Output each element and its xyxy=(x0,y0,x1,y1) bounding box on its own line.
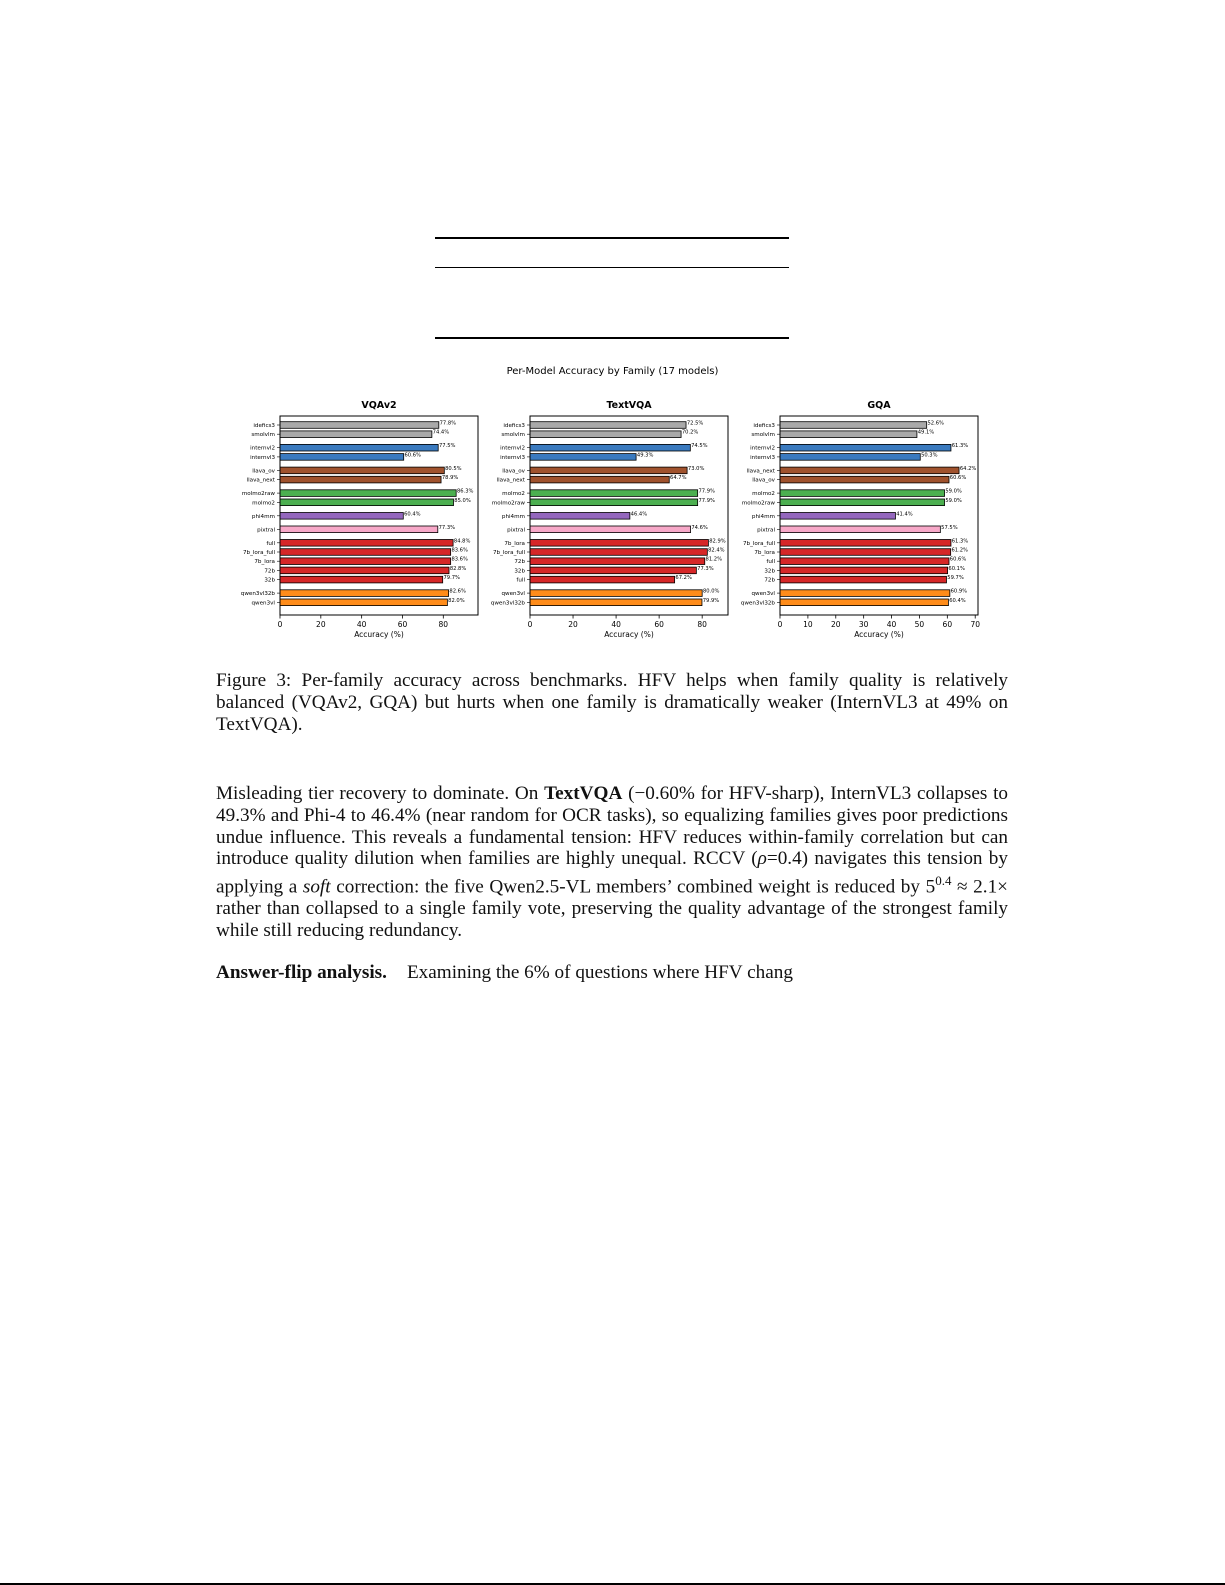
bar-value-label: 60.6% xyxy=(949,556,967,563)
y-tick-label: molmo2 xyxy=(252,500,275,507)
y-tick-label: smolvlm xyxy=(251,432,275,439)
bar-value-label: 60.4% xyxy=(404,511,421,518)
bar-value-label: 41.4% xyxy=(896,511,913,518)
bar xyxy=(780,549,951,556)
x-tick-label: 60 xyxy=(397,620,408,629)
bar xyxy=(780,576,946,583)
chart-textvqa xyxy=(478,396,738,656)
bar xyxy=(280,558,451,565)
para-text-5: ≈ 2.1× rather than collapsed to a single family vote, preserving the quality advantage of the strongest family while still reducing redundancy. xyxy=(216,876,1008,942)
y-tick-label: qwen3vl32b xyxy=(740,600,775,607)
bar-value-label: 74.4% xyxy=(432,429,450,436)
para-text-2: (−0.60% for HFV-sharp), InternVL3 collapses to 49.3% and Phi-4 to 46.4% (near random for OCR tasks), so equalizing families gives poor predictions undue influence. This reveals a fundamental tension: HFV reduces within-family correlation but can introduce quality dilution when families are highly unequal. RCCV ( xyxy=(216,783,1008,870)
y-tick-label: smolvlm xyxy=(501,432,525,439)
bar xyxy=(780,422,927,429)
y-tick-label: internvl2 xyxy=(750,445,775,452)
bar-value-label: 82.9% xyxy=(709,538,726,545)
bar-value-label: 60.4% xyxy=(949,597,966,604)
bar-value-label: 59.0% xyxy=(945,488,962,495)
bar-value-label: 80.0% xyxy=(702,588,720,595)
bar xyxy=(780,599,948,606)
x-tick-label: 40 xyxy=(356,620,367,629)
y-tick-label: internvl3 xyxy=(750,454,775,461)
para-text-3: =0.4) navigates this tension by applying a xyxy=(216,848,1008,898)
y-tick-label: idefics3 xyxy=(253,423,275,429)
bar xyxy=(530,599,702,606)
y-tick-label: 7b_lora_full xyxy=(742,540,775,547)
y-tick-label: phi4mm xyxy=(751,513,775,520)
bar-value-label: 79.7% xyxy=(443,575,460,582)
x-tick-label: 30 xyxy=(858,620,869,629)
bar xyxy=(530,590,702,597)
bar-value-label: 85.0% xyxy=(454,497,471,504)
bar xyxy=(530,476,669,483)
bar-value-label: 82.4% xyxy=(708,547,725,554)
bar xyxy=(530,422,686,429)
bar-value-label: 81.2% xyxy=(705,556,723,563)
x-tick-label: 60 xyxy=(942,620,953,629)
y-tick-label: molmo2 xyxy=(502,491,525,498)
bar-value-label: 84.8% xyxy=(453,538,471,545)
y-tick-label: molmo2raw xyxy=(241,491,275,498)
bar-value-label: 70.2% xyxy=(681,429,699,436)
bar-value-label: 77.9% xyxy=(698,497,715,504)
bar xyxy=(280,476,441,483)
bar xyxy=(530,567,696,574)
chart-vqav2 xyxy=(228,396,488,656)
bar xyxy=(280,422,439,429)
y-tick-label: qwen3vl32b xyxy=(490,600,525,607)
bar-value-label: 86.3% xyxy=(456,488,474,495)
y-tick-label: 32b xyxy=(514,568,525,575)
bar xyxy=(280,513,403,520)
bar-value-label: 77.3% xyxy=(438,524,456,531)
y-tick-label: 7b_lora xyxy=(504,540,525,547)
para-text-4: correction: the five Qwen2.5-VL members’ combined weight is reduced by 5 xyxy=(330,876,936,898)
y-tick-label: full xyxy=(766,559,775,566)
y-tick-label: qwen3vl xyxy=(251,600,275,607)
table-top-rule xyxy=(435,237,789,239)
y-tick-label: molmo2raw xyxy=(491,500,525,507)
bar xyxy=(280,567,449,574)
bar-value-label: 78.9% xyxy=(441,475,459,482)
bar xyxy=(780,558,949,565)
bar xyxy=(280,576,443,583)
bar-value-label: 60.9% xyxy=(950,588,968,595)
bar-value-label: 60.6% xyxy=(949,475,967,482)
y-tick-label: full xyxy=(266,540,275,547)
bar xyxy=(780,499,945,506)
y-tick-label: idefics3 xyxy=(503,423,525,429)
y-tick-label: internvl3 xyxy=(250,454,275,461)
y-tick-label: qwen3vl xyxy=(501,591,525,598)
y-tick-label: 72b xyxy=(764,577,775,584)
figure-caption xyxy=(216,670,1008,736)
bar xyxy=(280,526,438,533)
figure-title: Per-Model Accuracy by Family (17 models) xyxy=(506,366,719,377)
bar-value-label: 50.3% xyxy=(921,452,938,459)
x-tick-label: 70 xyxy=(970,620,980,629)
bar-value-label: 82.8% xyxy=(449,565,467,572)
bar-value-label: 49.3% xyxy=(636,452,654,459)
y-tick-label: phi4mm xyxy=(251,513,275,520)
y-tick-label: llava_next xyxy=(496,477,525,484)
bar-value-label: 73.0% xyxy=(687,465,705,472)
bar xyxy=(280,590,449,597)
bar xyxy=(530,558,705,565)
y-tick-label: 7b_lora_full xyxy=(242,550,275,556)
bar xyxy=(280,490,456,497)
bar xyxy=(280,540,453,547)
bar-value-label: 61.2% xyxy=(951,547,968,554)
y-tick-label: 7b_lora xyxy=(254,559,275,566)
bar-value-label: 64.7% xyxy=(670,475,687,482)
bar-value-label: 77.9% xyxy=(698,488,715,495)
answer-flip-heading: Answer-flip analysis. xyxy=(216,962,387,983)
para-text-1: Misleading tier recovery to dominate. On xyxy=(216,783,545,804)
y-tick-label: 32b xyxy=(264,577,275,584)
x-axis-label: Accuracy (%) xyxy=(604,630,654,639)
y-tick-label: internvl3 xyxy=(500,454,525,461)
y-tick-label: internvl2 xyxy=(500,445,525,452)
y-tick-label: idefics3 xyxy=(753,423,775,429)
bar-value-label: 77.5% xyxy=(438,443,456,450)
y-tick-label: 7b_lora xyxy=(754,550,775,556)
bar xyxy=(280,599,447,606)
bar xyxy=(780,467,959,474)
y-tick-label: llava_next xyxy=(246,477,275,484)
bar xyxy=(780,540,951,547)
bar-value-label: 60.1% xyxy=(948,565,965,572)
bar xyxy=(280,549,451,556)
y-tick-label: llava_ov xyxy=(252,468,275,475)
bar xyxy=(780,513,895,520)
y-tick-label: internvl2 xyxy=(250,445,275,452)
bar xyxy=(530,431,681,438)
x-tick-label: 80 xyxy=(697,620,707,629)
para-soft-italic: soft xyxy=(302,876,331,898)
bar-value-label: 79.9% xyxy=(702,597,720,604)
table-mid-rule xyxy=(435,267,789,268)
x-tick-label: 20 xyxy=(568,620,578,629)
bar-value-label: 82.6% xyxy=(449,588,466,595)
answer-flip-paragraph xyxy=(216,962,1008,984)
bar xyxy=(780,444,951,451)
y-tick-label: qwen3vl32b xyxy=(240,591,275,598)
bar-value-label: 64.2% xyxy=(959,465,977,472)
y-tick-label: full xyxy=(516,577,525,584)
para-rho: ρ xyxy=(757,848,767,870)
caption-label: Figure 3: xyxy=(216,670,292,691)
y-tick-label: phi4mm xyxy=(501,513,525,520)
chart-title: GQA xyxy=(867,400,891,411)
bar xyxy=(530,499,698,506)
y-tick-label: llava_next xyxy=(746,468,775,475)
bar xyxy=(280,431,432,438)
bar-value-label: 52.6% xyxy=(927,420,944,427)
caption-text: Per-family accuracy across benchmarks. HFV helps when family quality is relatively balanced (VQAv2, GQA) but hurts when one family is dramatically weaker (InternVL3 at 49% on TextVQA). xyxy=(216,670,1008,735)
bar-value-label: 80.5% xyxy=(445,465,462,472)
x-axis-label: Accuracy (%) xyxy=(354,630,404,639)
x-tick-label: 0 xyxy=(777,620,783,629)
bar-value-label: 82.0% xyxy=(448,597,465,604)
y-tick-label: pixtral xyxy=(257,527,275,534)
bar xyxy=(780,490,945,497)
chart-title: VQAv2 xyxy=(361,400,397,411)
x-tick-label: 0 xyxy=(527,620,533,629)
y-tick-label: pixtral xyxy=(507,527,525,534)
y-tick-label: 7b_lora_full xyxy=(492,550,525,556)
bar xyxy=(280,467,444,474)
bar-value-label: 83.6% xyxy=(451,556,468,563)
bar xyxy=(530,454,636,461)
bar-value-label: 77.8% xyxy=(439,420,457,427)
bar xyxy=(530,549,707,556)
bar xyxy=(530,540,708,547)
y-tick-label: pixtral xyxy=(757,527,775,534)
bar-value-label: 49.1% xyxy=(917,429,935,436)
bar xyxy=(280,499,454,506)
bar-value-label: 57.5% xyxy=(941,524,958,531)
chart-gqa xyxy=(728,396,988,656)
bar xyxy=(780,567,948,574)
bar xyxy=(530,513,630,520)
x-tick-label: 40 xyxy=(611,620,621,629)
bar-value-label: 60.6% xyxy=(404,452,421,459)
y-tick-label: llava_ov xyxy=(502,468,525,475)
bar xyxy=(530,444,690,451)
x-tick-label: 60 xyxy=(654,620,664,629)
bar-value-label: 72.5% xyxy=(686,420,704,427)
bar-value-label: 83.6% xyxy=(451,547,468,554)
bar xyxy=(530,490,698,497)
bar-value-label: 59.7% xyxy=(947,575,964,582)
bar xyxy=(780,431,917,438)
bar xyxy=(530,467,687,474)
bar-value-label: 59.0% xyxy=(945,497,962,504)
bar-value-label: 67.2% xyxy=(675,575,692,582)
y-tick-label: 72b xyxy=(264,568,275,575)
x-axis-label: Accuracy (%) xyxy=(854,630,904,639)
x-tick-label: 10 xyxy=(803,620,813,629)
y-tick-label: molmo2 xyxy=(752,491,775,498)
para-exponent: 0.4 xyxy=(935,873,952,889)
chart-title: TextVQA xyxy=(606,400,652,411)
table-bottom-rule xyxy=(435,337,789,339)
bar xyxy=(530,576,675,583)
y-tick-label: qwen3vl xyxy=(751,591,775,598)
bar xyxy=(780,590,950,597)
y-tick-label: smolvlm xyxy=(751,432,775,439)
bar-value-label: 61.3% xyxy=(951,443,969,450)
bar xyxy=(280,454,404,461)
y-tick-label: llava_ov xyxy=(752,477,775,484)
x-tick-label: 80 xyxy=(438,620,449,629)
x-tick-label: 20 xyxy=(316,620,326,629)
x-tick-label: 20 xyxy=(831,620,841,629)
x-tick-label: 40 xyxy=(886,620,897,629)
y-tick-label: 72b xyxy=(514,559,525,566)
x-tick-label: 0 xyxy=(277,620,283,629)
bar-value-label: 77.3% xyxy=(697,565,714,572)
bar-value-label: 74.5% xyxy=(691,443,708,450)
answer-flip-text: Examining the 6% of questions where HFV chang xyxy=(406,962,793,983)
y-tick-label: molmo2raw xyxy=(741,500,775,507)
y-tick-label: 32b xyxy=(764,568,775,575)
para-textvqa-bold: TextVQA xyxy=(544,783,623,804)
bar xyxy=(280,444,438,451)
bar-value-label: 46.4% xyxy=(630,511,648,518)
bar-value-label: 61.3% xyxy=(951,538,969,545)
bar xyxy=(780,476,949,483)
bar xyxy=(780,454,920,461)
x-tick-label: 50 xyxy=(914,620,925,629)
bar-value-label: 74.6% xyxy=(691,524,708,531)
bar xyxy=(780,526,940,533)
bar xyxy=(530,526,691,533)
body-paragraph xyxy=(216,783,1008,942)
